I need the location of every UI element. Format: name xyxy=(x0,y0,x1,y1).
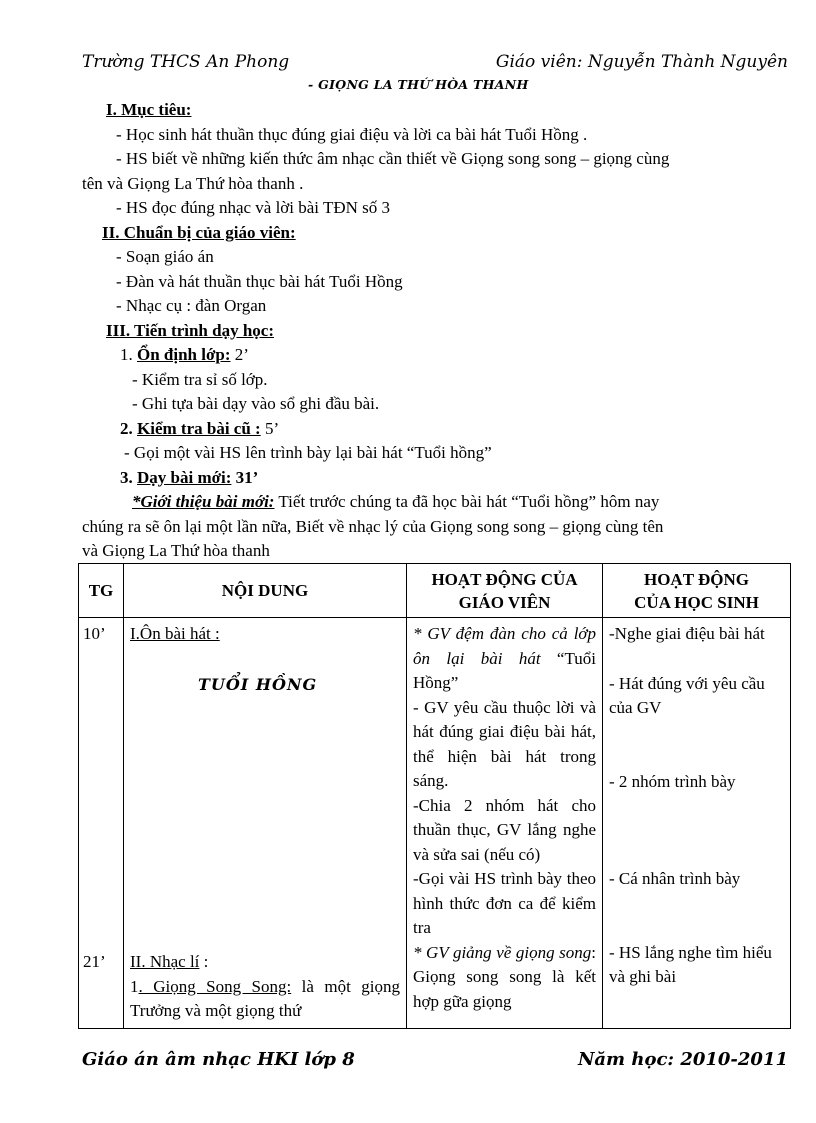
cell-student-activity xyxy=(603,618,791,1029)
footer-school-year: Năm học: 2010-2011 xyxy=(577,1049,788,1070)
section-music-theory: II. Nhạc lí : xyxy=(130,952,209,971)
step1-heading: 1. Ổn định lớp: 2’ xyxy=(120,345,249,364)
objectives-heading: I. Mục tiêu: xyxy=(106,100,192,119)
cell-content xyxy=(124,618,407,1029)
teacher-activity-2: - GV yêu cầu thuộc lời và hát đúng giai điệu bài hát, thể hiện bài hát trong sáng. xyxy=(413,697,596,790)
table-header-row xyxy=(79,564,791,618)
objective-item: - HS biết về những kiến thức âm nhạc cần thiết về Giọng song song – giọng cùng xyxy=(116,149,670,168)
student-activity-4: - Cá nhân trình bày xyxy=(609,869,741,888)
header-student-activity: HOẠT ĐỘNG CỦA HỌC SINH xyxy=(603,564,791,618)
song-title: TUỔI HỒNG xyxy=(198,674,318,694)
preparation-item: - Đàn và hát thuần thục bài hát Tuổi Hồng xyxy=(116,271,403,291)
header-teacher-activity: HOẠT ĐỘNG CỦA GIÁO VIÊN xyxy=(407,564,603,618)
header-school: Trường THCS An Phong xyxy=(82,52,290,72)
student-activity-1: -Nghe giai điệu bài hát xyxy=(609,624,765,643)
intro-line: *Giới thiệu bài mới: Tiết trước chúng ta đã học bài hát “Tuổi hồng” hôm nay xyxy=(132,492,660,511)
time-review: 10’ xyxy=(83,624,106,643)
parallel-key-definition: 1. Giọng Song Song: là một giọng Trưởng và một giọng thứ xyxy=(130,976,400,1020)
preparation-heading: II. Chuẩn bị của giáo viên: xyxy=(102,222,296,242)
lesson-plan-table xyxy=(78,563,791,1029)
section-review-song: I.Ôn bài hát : xyxy=(130,624,220,643)
intro-line: và Giọng La Thứ hòa thanh xyxy=(82,541,270,560)
objective-item: - HS đọc đúng nhạc và lời bài TĐN số 3 xyxy=(116,198,391,217)
step1-item: - Kiểm tra sỉ số lớp. xyxy=(132,369,268,389)
header-content: NỘI DUNG xyxy=(124,564,407,618)
cell-time xyxy=(79,618,124,1029)
process-heading: III. Tiến trình dạy học: xyxy=(106,320,274,340)
step2-item: - Gọi một vài HS lên trình bày lại bài hát “Tuổi hồng” xyxy=(124,443,492,462)
step2-heading: 2. Kiểm tra bài cũ : 5’ xyxy=(120,418,280,438)
table-row xyxy=(79,618,791,1029)
preparation-item: - Soạn giáo án xyxy=(116,247,214,266)
intro-line: chúng ra sẽ ôn lại một lần nữa, Biết về nhạc lý của Giọng song song – giọng cùng tên xyxy=(82,516,664,536)
teacher-activity-5: * GV giảng về giọng song: Giọng song song là kết hợp gữa giọng xyxy=(413,942,596,1011)
footer-subject: Giáo án âm nhạc HKI lớp 8 xyxy=(82,1049,355,1070)
student-activity-3: - 2 nhóm trình bày xyxy=(609,771,736,791)
objective-item: - Học sinh hát thuần thục đúng giai điệu và lời ca bài hát Tuổi Hồng . xyxy=(116,124,588,144)
step3-heading: 3. Dạy bài mới: 31’ xyxy=(120,467,259,487)
header-teacher: Giáo viên: Nguyễn Thành Nguyên xyxy=(495,52,788,72)
teacher-activity-4: -Gọi vài HS trình bày theo hình thức đơn ca để kiểm tra xyxy=(413,869,596,937)
teacher-activity-3: -Chia 2 nhóm hát cho thuần thục, GV lắng nghe và sửa sai (nếu có) xyxy=(413,795,596,864)
objective-item: tên và Giọng La Thứ hòa thanh . xyxy=(82,173,304,193)
preparation-item: - Nhạc cụ : đàn Organ xyxy=(116,296,267,315)
lesson-title: - GIỌNG LA THỨ HÒA THANH xyxy=(308,77,529,92)
time-theory: 21’ xyxy=(83,951,106,971)
step1-item: - Ghi tựa bài dạy vào sổ ghi đầu bài. xyxy=(132,394,380,413)
student-activity-5: - HS lắng nghe tìm hiểu và ghi bài xyxy=(609,942,772,986)
cell-teacher-activity xyxy=(407,618,603,1029)
lesson-body xyxy=(82,98,790,564)
header-tg: TG xyxy=(79,564,124,618)
teacher-activity-1: * GV đệm đàn cho cả lớp ôn lại bài hát “Tuổi Hồng” xyxy=(413,624,596,692)
student-activity-2: - Hát đúng với yêu cầu của GV xyxy=(609,673,765,717)
